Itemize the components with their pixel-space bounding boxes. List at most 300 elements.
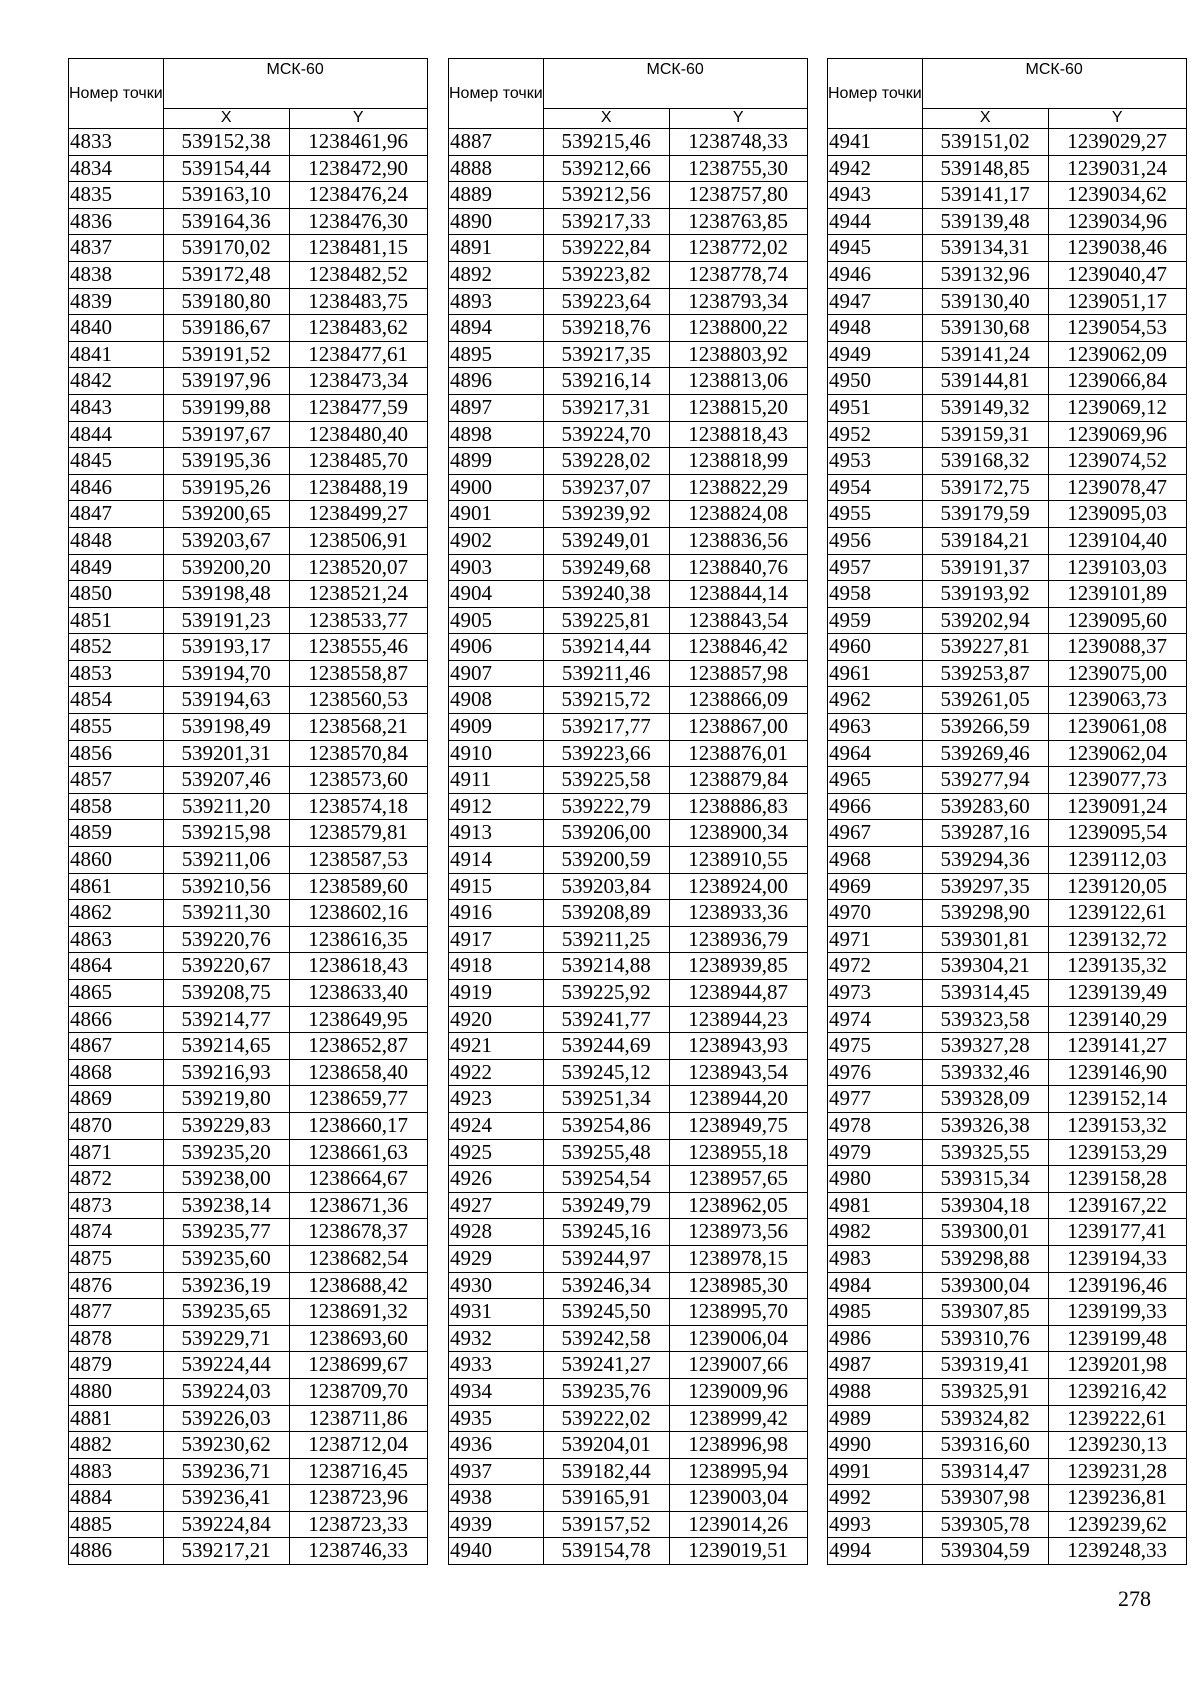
y-coordinate-cell: 1238999,42 [669, 1405, 807, 1432]
table-row [449, 341, 808, 368]
y-coordinate-cell: 1239095,03 [1048, 501, 1186, 528]
table-row [69, 129, 428, 156]
x-coordinate-cell: 539301,81 [922, 926, 1048, 953]
table-row [449, 129, 808, 156]
point-number-cell: 4912 [449, 793, 544, 820]
x-coordinate-cell: 539241,77 [543, 1006, 669, 1033]
y-coordinate-cell: 1238664,67 [289, 1166, 427, 1193]
x-coordinate-cell: 539199,88 [163, 394, 289, 421]
table-row [449, 581, 808, 608]
y-coordinate-cell: 1238924,00 [669, 873, 807, 900]
point-number-cell: 4854 [69, 687, 164, 714]
table-row [69, 527, 428, 554]
table-row [449, 421, 808, 448]
y-coordinate-cell: 1238996,98 [669, 1432, 807, 1459]
point-number-cell: 4873 [69, 1192, 164, 1219]
y-coordinate-cell: 1239104,40 [1048, 527, 1186, 554]
point-number-cell: 4853 [69, 660, 164, 687]
point-number-header: Номер точки [828, 59, 923, 129]
table-row [69, 448, 428, 475]
x-coordinate-cell: 539216,93 [163, 1059, 289, 1086]
x-coordinate-cell: 539235,76 [543, 1378, 669, 1405]
table-row [828, 368, 1187, 395]
table-row [828, 182, 1187, 209]
point-number-cell: 4973 [828, 980, 923, 1007]
x-coordinate-cell: 539310,76 [922, 1325, 1048, 1352]
y-coordinate-cell: 1239177,41 [1048, 1219, 1186, 1246]
table-row [828, 1139, 1187, 1166]
y-coordinate-cell: 1238461,96 [289, 129, 427, 156]
y-coordinate-cell: 1238933,36 [669, 900, 807, 927]
y-coordinate-cell: 1238660,17 [289, 1112, 427, 1139]
point-number-cell: 4871 [69, 1139, 164, 1166]
point-number-cell: 4892 [449, 261, 544, 288]
table-row [69, 1166, 428, 1193]
point-number-cell: 4976 [828, 1059, 923, 1086]
point-number-cell: 4863 [69, 926, 164, 953]
table-row [449, 660, 808, 687]
table-row [828, 1219, 1187, 1246]
point-number-cell: 4957 [828, 554, 923, 581]
y-coordinate-cell: 1239199,48 [1048, 1325, 1186, 1352]
point-number-cell: 4907 [449, 660, 544, 687]
x-coordinate-cell: 539300,04 [922, 1272, 1048, 1299]
x-coordinate-cell: 539298,90 [922, 900, 1048, 927]
point-number-cell: 4868 [69, 1059, 164, 1086]
table-row [449, 1511, 808, 1538]
y-coordinate-cell: 1238579,81 [289, 820, 427, 847]
table-row [828, 1432, 1187, 1459]
table-row [828, 235, 1187, 262]
y-coordinate-cell: 1239140,29 [1048, 1006, 1186, 1033]
point-number-cell: 4877 [69, 1299, 164, 1326]
table-row [828, 767, 1187, 794]
crs-header: МСК-60 [543, 59, 807, 109]
point-number-cell: 4994 [828, 1538, 923, 1565]
x-coordinate-cell: 539214,44 [543, 634, 669, 661]
point-number-cell: 4990 [828, 1432, 923, 1459]
point-number-cell: 4940 [449, 1538, 544, 1565]
y-coordinate-cell: 1239120,05 [1048, 873, 1186, 900]
point-number-cell: 4903 [449, 554, 544, 581]
y-coordinate-cell: 1238482,52 [289, 261, 427, 288]
y-coordinate-cell: 1238520,07 [289, 554, 427, 581]
y-coordinate-cell: 1239153,32 [1048, 1112, 1186, 1139]
x-coordinate-cell: 539134,31 [922, 235, 1048, 262]
y-coordinate-cell: 1239216,42 [1048, 1378, 1186, 1405]
y-coordinate-cell: 1238616,35 [289, 926, 427, 953]
table-row [449, 155, 808, 182]
point-number-cell: 4866 [69, 1006, 164, 1033]
table-row [449, 1432, 808, 1459]
x-coordinate-cell: 539201,31 [163, 740, 289, 767]
point-number-cell: 4964 [828, 740, 923, 767]
point-number-cell: 4925 [449, 1139, 544, 1166]
point-number-cell: 4971 [828, 926, 923, 953]
y-coordinate-cell: 1239146,90 [1048, 1059, 1186, 1086]
x-coordinate-cell: 539170,02 [163, 235, 289, 262]
table-row [828, 315, 1187, 342]
point-number-cell: 4851 [69, 607, 164, 634]
point-number-cell: 4876 [69, 1272, 164, 1299]
point-number-cell: 4923 [449, 1086, 544, 1113]
x-coordinate-cell: 539172,48 [163, 261, 289, 288]
table-row [69, 1006, 428, 1033]
x-coordinate-cell: 539214,65 [163, 1033, 289, 1060]
x-coordinate-cell: 539141,24 [922, 341, 1048, 368]
table-row [449, 1378, 808, 1405]
x-coordinate-cell: 539235,60 [163, 1245, 289, 1272]
x-coordinate-cell: 539255,48 [543, 1139, 669, 1166]
x-coordinate-cell: 539164,36 [163, 208, 289, 235]
y-coordinate-cell: 1238693,60 [289, 1325, 427, 1352]
y-coordinate-cell: 1238712,04 [289, 1432, 427, 1459]
y-coordinate-cell: 1239139,49 [1048, 980, 1186, 1007]
point-number-cell: 4891 [449, 235, 544, 262]
crs-header: МСК-60 [163, 59, 427, 109]
point-number-cell: 4852 [69, 634, 164, 661]
x-header: X [543, 108, 669, 128]
point-number-cell: 4861 [69, 873, 164, 900]
point-number-cell: 4993 [828, 1511, 923, 1538]
y-coordinate-cell: 1238589,60 [289, 873, 427, 900]
point-number-cell: 4872 [69, 1166, 164, 1193]
table-row [449, 900, 808, 927]
y-coordinate-cell: 1238483,75 [289, 288, 427, 315]
table-row [828, 155, 1187, 182]
y-coordinate-cell: 1238618,43 [289, 953, 427, 980]
coordinates-table-2 [448, 58, 808, 1565]
y-coordinate-cell: 1238843,54 [669, 607, 807, 634]
x-coordinate-cell: 539217,21 [163, 1538, 289, 1565]
point-number-cell: 4874 [69, 1219, 164, 1246]
point-number-cell: 4978 [828, 1112, 923, 1139]
table-row [449, 1192, 808, 1219]
point-number-cell: 4928 [449, 1219, 544, 1246]
point-number-cell: 4921 [449, 1033, 544, 1060]
y-coordinate-cell: 1239122,61 [1048, 900, 1186, 927]
x-coordinate-cell: 539197,67 [163, 421, 289, 448]
point-number-cell: 4895 [449, 341, 544, 368]
x-coordinate-cell: 539211,25 [543, 926, 669, 953]
x-coordinate-cell: 539152,38 [163, 129, 289, 156]
x-coordinate-cell: 539245,12 [543, 1059, 669, 1086]
x-coordinate-cell: 539307,85 [922, 1299, 1048, 1326]
y-coordinate-cell: 1238521,24 [289, 581, 427, 608]
y-coordinate-cell: 1239194,33 [1048, 1245, 1186, 1272]
table-row [828, 820, 1187, 847]
y-coordinate-cell: 1238477,59 [289, 394, 427, 421]
point-number-cell: 4936 [449, 1432, 544, 1459]
point-number-cell: 4968 [828, 847, 923, 874]
point-number-cell: 4966 [828, 793, 923, 820]
y-coordinate-cell: 1238659,77 [289, 1086, 427, 1113]
y-coordinate-cell: 1239040,47 [1048, 261, 1186, 288]
x-coordinate-cell: 539325,55 [922, 1139, 1048, 1166]
point-number-cell: 4864 [69, 953, 164, 980]
point-number-cell: 4897 [449, 394, 544, 421]
point-number-cell: 4951 [828, 394, 923, 421]
point-number-cell: 4981 [828, 1192, 923, 1219]
y-coordinate-cell: 1238472,90 [289, 155, 427, 182]
table-row [449, 1139, 808, 1166]
y-coordinate-cell: 1238944,87 [669, 980, 807, 1007]
x-coordinate-cell: 539141,17 [922, 182, 1048, 209]
y-coordinate-cell: 1238818,43 [669, 421, 807, 448]
table-row [449, 873, 808, 900]
x-coordinate-cell: 539254,54 [543, 1166, 669, 1193]
x-coordinate-cell: 539208,75 [163, 980, 289, 1007]
point-number-cell: 4977 [828, 1086, 923, 1113]
y-coordinate-cell: 1238822,29 [669, 474, 807, 501]
y-coordinate-cell: 1238949,75 [669, 1112, 807, 1139]
x-coordinate-cell: 539245,16 [543, 1219, 669, 1246]
y-coordinate-cell: 1238866,09 [669, 687, 807, 714]
table-row [828, 421, 1187, 448]
point-number-cell: 4947 [828, 288, 923, 315]
x-coordinate-cell: 539223,66 [543, 740, 669, 767]
y-coordinate-cell: 1238836,56 [669, 527, 807, 554]
table-row [449, 288, 808, 315]
point-number-cell: 4948 [828, 315, 923, 342]
x-coordinate-cell: 539219,80 [163, 1086, 289, 1113]
y-coordinate-cell: 1239141,27 [1048, 1033, 1186, 1060]
y-coordinate-cell: 1238633,40 [289, 980, 427, 1007]
point-number-cell: 4955 [828, 501, 923, 528]
x-coordinate-cell: 539195,26 [163, 474, 289, 501]
table-row [828, 1033, 1187, 1060]
table-row [449, 1405, 808, 1432]
point-number-cell: 4938 [449, 1485, 544, 1512]
table-row [69, 660, 428, 687]
point-number-cell: 4905 [449, 607, 544, 634]
table-row [449, 1112, 808, 1139]
y-coordinate-cell: 1238560,53 [289, 687, 427, 714]
point-number-cell: 4885 [69, 1511, 164, 1538]
point-number-cell: 4839 [69, 288, 164, 315]
table-row [828, 1352, 1187, 1379]
y-coordinate-cell: 1238506,91 [289, 527, 427, 554]
table-row [828, 1325, 1187, 1352]
x-coordinate-cell: 539298,88 [922, 1245, 1048, 1272]
x-coordinate-cell: 539294,36 [922, 847, 1048, 874]
table-row [449, 527, 808, 554]
y-coordinate-cell: 1238910,55 [669, 847, 807, 874]
y-coordinate-cell: 1238985,30 [669, 1272, 807, 1299]
y-coordinate-cell: 1239029,27 [1048, 129, 1186, 156]
y-coordinate-cell: 1239091,24 [1048, 793, 1186, 820]
y-coordinate-cell: 1239077,73 [1048, 767, 1186, 794]
x-coordinate-cell: 539148,85 [922, 155, 1048, 182]
point-number-cell: 4924 [449, 1112, 544, 1139]
table-row [449, 687, 808, 714]
point-number-cell: 4939 [449, 1511, 544, 1538]
y-coordinate-cell: 1238818,99 [669, 448, 807, 475]
point-number-cell: 4982 [828, 1219, 923, 1246]
x-coordinate-cell: 539208,89 [543, 900, 669, 927]
y-coordinate-cell: 1238477,61 [289, 341, 427, 368]
x-coordinate-cell: 539216,14 [543, 368, 669, 395]
y-coordinate-cell: 1239074,52 [1048, 448, 1186, 475]
y-coordinate-cell: 1239158,28 [1048, 1166, 1186, 1193]
point-number-cell: 4917 [449, 926, 544, 953]
x-coordinate-cell: 539217,31 [543, 394, 669, 421]
y-coordinate-cell: 1239034,96 [1048, 208, 1186, 235]
y-coordinate-cell: 1239066,84 [1048, 368, 1186, 395]
y-coordinate-cell: 1239069,12 [1048, 394, 1186, 421]
table-row [449, 1299, 808, 1326]
x-coordinate-cell: 539251,34 [543, 1086, 669, 1113]
x-coordinate-cell: 539217,77 [543, 714, 669, 741]
table-row [828, 607, 1187, 634]
x-coordinate-cell: 539314,45 [922, 980, 1048, 1007]
table-row [828, 873, 1187, 900]
y-coordinate-cell: 1238746,33 [289, 1538, 427, 1565]
x-coordinate-cell: 539220,67 [163, 953, 289, 980]
x-coordinate-cell: 539235,77 [163, 1219, 289, 1246]
table-row [828, 926, 1187, 953]
point-number-cell: 4841 [69, 341, 164, 368]
x-coordinate-cell: 539151,02 [922, 129, 1048, 156]
table-row [449, 1059, 808, 1086]
point-number-cell: 4879 [69, 1352, 164, 1379]
y-coordinate-cell: 1239038,46 [1048, 235, 1186, 262]
x-coordinate-cell: 539246,34 [543, 1272, 669, 1299]
point-number-cell: 4926 [449, 1166, 544, 1193]
point-number-cell: 4984 [828, 1272, 923, 1299]
x-coordinate-cell: 539214,88 [543, 953, 669, 980]
point-number-cell: 4855 [69, 714, 164, 741]
x-coordinate-cell: 539215,98 [163, 820, 289, 847]
y-coordinate-cell: 1238757,80 [669, 182, 807, 209]
y-coordinate-cell: 1238772,02 [669, 235, 807, 262]
x-coordinate-cell: 539224,84 [163, 1511, 289, 1538]
x-coordinate-cell: 539211,30 [163, 900, 289, 927]
table-row [828, 129, 1187, 156]
y-coordinate-cell: 1239199,33 [1048, 1299, 1186, 1326]
table-row [69, 767, 428, 794]
y-coordinate-cell: 1239239,62 [1048, 1511, 1186, 1538]
point-number-cell: 4906 [449, 634, 544, 661]
y-coordinate-cell: 1238573,60 [289, 767, 427, 794]
table-row [449, 793, 808, 820]
y-coordinate-cell: 1239167,22 [1048, 1192, 1186, 1219]
point-number-cell: 4834 [69, 155, 164, 182]
point-number-cell: 4920 [449, 1006, 544, 1033]
point-number-cell: 4922 [449, 1059, 544, 1086]
point-number-cell: 4988 [828, 1378, 923, 1405]
table-row [69, 1059, 428, 1086]
table-row [69, 714, 428, 741]
table-row [449, 634, 808, 661]
x-coordinate-cell: 539198,49 [163, 714, 289, 741]
point-number-cell: 4980 [828, 1166, 923, 1193]
y-coordinate-cell: 1238473,34 [289, 368, 427, 395]
x-coordinate-cell: 539157,52 [543, 1511, 669, 1538]
table-row [828, 1059, 1187, 1086]
table-row [449, 368, 808, 395]
x-coordinate-cell: 539215,46 [543, 129, 669, 156]
point-number-cell: 4850 [69, 581, 164, 608]
table-row [449, 1352, 808, 1379]
table-row [69, 155, 428, 182]
table-row [449, 235, 808, 262]
y-coordinate-cell: 1238939,85 [669, 953, 807, 980]
x-coordinate-cell: 539211,06 [163, 847, 289, 874]
x-coordinate-cell: 539139,48 [922, 208, 1048, 235]
y-coordinate-cell: 1239075,00 [1048, 660, 1186, 687]
x-coordinate-cell: 539172,75 [922, 474, 1048, 501]
y-coordinate-cell: 1238574,18 [289, 793, 427, 820]
x-coordinate-cell: 539215,72 [543, 687, 669, 714]
table-row [828, 1272, 1187, 1299]
y-coordinate-cell: 1238886,83 [669, 793, 807, 820]
point-number-cell: 4946 [828, 261, 923, 288]
point-number-cell: 4889 [449, 182, 544, 209]
x-coordinate-cell: 539327,28 [922, 1033, 1048, 1060]
table-row [69, 1378, 428, 1405]
point-number-cell: 4967 [828, 820, 923, 847]
point-number-cell: 4983 [828, 1245, 923, 1272]
table-row [69, 1033, 428, 1060]
table-row [69, 474, 428, 501]
x-coordinate-cell: 539326,38 [922, 1112, 1048, 1139]
table-row [449, 926, 808, 953]
point-number-cell: 4927 [449, 1192, 544, 1219]
table-row [69, 1405, 428, 1432]
x-coordinate-cell: 539168,32 [922, 448, 1048, 475]
x-coordinate-cell: 539130,40 [922, 288, 1048, 315]
y-coordinate-cell: 1238723,96 [289, 1485, 427, 1512]
y-coordinate-cell: 1238995,94 [669, 1458, 807, 1485]
point-number-cell: 4935 [449, 1405, 544, 1432]
x-coordinate-cell: 539283,60 [922, 793, 1048, 820]
point-number-cell: 4992 [828, 1485, 923, 1512]
x-coordinate-cell: 539228,02 [543, 448, 669, 475]
point-number-cell: 4865 [69, 980, 164, 1007]
y-coordinate-cell: 1238944,20 [669, 1086, 807, 1113]
table-row [69, 1511, 428, 1538]
point-number-cell: 4975 [828, 1033, 923, 1060]
y-coordinate-cell: 1238844,14 [669, 581, 807, 608]
table-row [828, 554, 1187, 581]
point-number-cell: 4933 [449, 1352, 544, 1379]
point-number-cell: 4838 [69, 261, 164, 288]
point-number-cell: 4842 [69, 368, 164, 395]
x-coordinate-cell: 539206,00 [543, 820, 669, 847]
x-coordinate-cell: 539179,59 [922, 501, 1048, 528]
point-number-cell: 4884 [69, 1485, 164, 1512]
table-row [449, 1272, 808, 1299]
x-coordinate-cell: 539214,77 [163, 1006, 289, 1033]
x-coordinate-cell: 539236,71 [163, 1458, 289, 1485]
x-coordinate-cell: 539269,46 [922, 740, 1048, 767]
y-coordinate-cell: 1238815,20 [669, 394, 807, 421]
table-row [828, 394, 1187, 421]
x-coordinate-cell: 539244,69 [543, 1033, 669, 1060]
table-row [69, 261, 428, 288]
table-row [449, 261, 808, 288]
table-row [828, 288, 1187, 315]
table-row [69, 873, 428, 900]
y-coordinate-cell: 1239014,26 [669, 1511, 807, 1538]
y-coordinate-cell: 1238944,23 [669, 1006, 807, 1033]
table-row [828, 1245, 1187, 1272]
x-coordinate-cell: 539324,82 [922, 1405, 1048, 1432]
y-coordinate-cell: 1239054,53 [1048, 315, 1186, 342]
point-number-cell: 4904 [449, 581, 544, 608]
x-coordinate-cell: 539200,20 [163, 554, 289, 581]
